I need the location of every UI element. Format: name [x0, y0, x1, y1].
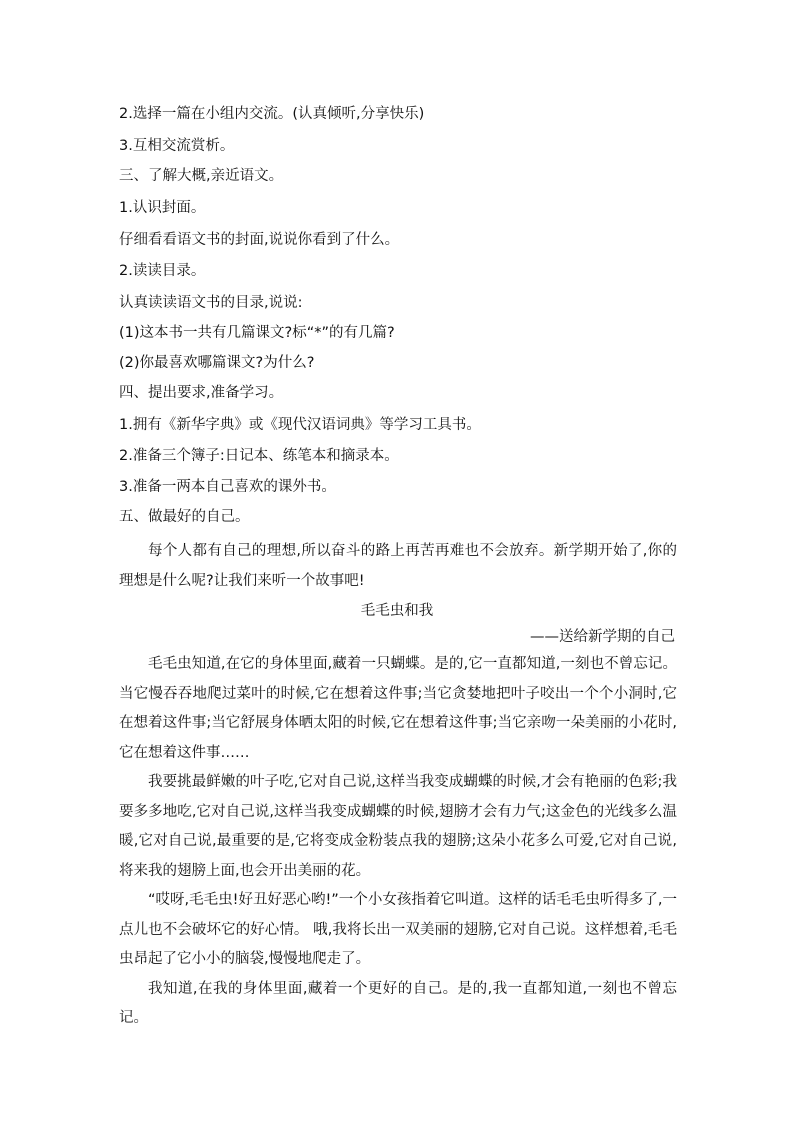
- section-3-item-2-desc: 认真读读语文书的目录,说说:: [119, 295, 303, 311]
- step-2: 2.选择一篇在小组内交流。(认真倾听,分享快乐): [119, 106, 425, 122]
- question-2: (2)你最喜欢哪篇课文?为什么?: [119, 355, 315, 371]
- intro-paragraph: [119, 537, 677, 596]
- story-paragraph-2: 我要挑最鲜嫩的叶子吃,它对自己说,这样当我变成蝴蝶的时候,才会有艳丽的色彩;我要多多地吃,它对自己说,这样当我变成蝴蝶的时候,翅膀才会有力气;这金色的光线多么温暖,它对自己说,最重要的是,它将变成金粉装点我的翅膀;这朵小花多么可爱,它对自己说,将来我的翅膀上面,也会开出美丽的花。: [119, 774, 677, 879]
- section-3-item-1: 1.认识封面。: [119, 200, 206, 216]
- section-3-item-1-desc: 仔细看看语文书的封面,说说你看到了什么。: [119, 232, 400, 248]
- section-4-item-2: 2.准备三个簿子:日记本、练笔本和摘录本。: [119, 448, 399, 464]
- section-5-heading: 五、做最好的自己。: [119, 509, 250, 525]
- story-paragraph-4: 我知道,在我的身体里面,藏着一个更好的自己。是的,我一直都知道,一刻也不曾忘记。: [119, 980, 677, 1026]
- section-3-item-2: 2.读读目录。: [119, 263, 206, 279]
- story-subtitle: ——送给新学期的自己: [530, 629, 675, 645]
- section-4-item-3: 3.准备一两本自己喜欢的课外书。: [119, 479, 336, 495]
- story-paragraph-3: “哎呀,毛毛虫!好丑好恶心哟!”一个小女孩指着它叫道。这样的话毛毛虫听得多了,一点儿也不会破坏它的好心情。 哦,我将长出一双美丽的翅膀,它对自己说。这样想着,毛毛虫昂起了它小小的脑袋,慢慢地爬走了。: [119, 892, 677, 967]
- intro-text: 每个人都有自己的理想,所以奋斗的路上再苦再难也不会放弃。新学期开始了,你的理想是什么呢?让我们来听一个故事吧!: [119, 543, 677, 589]
- story-body: [119, 650, 677, 1034]
- step-3: 3.互相交流赏析。: [119, 138, 235, 154]
- section-3-heading: 三、了解大概,亲近语文。: [119, 168, 284, 184]
- story-paragraph-1: 毛毛虫知道,在它的身体里面,藏着一只蝴蝶。是的,它一直都知道,一刻也不曾忘记。当它慢吞吞地爬过菜叶的时候,它在想着这件事;当它贪婪地把叶子咬出一个个小洞时,它在想着这件事;当它舒展身体晒太阳的时候,它在想着这件事;当它亲吻一朵美丽的小花时,它在想着这件事……: [119, 656, 677, 761]
- section-4-item-1: 1.拥有《新华字典》或《现代汉语词典》等学习工具书。: [119, 417, 481, 433]
- section-4-heading: 四、提出要求,准备学习。: [119, 385, 284, 401]
- question-1: (1)这本书一共有几篇课文?标“*”的有几篇?: [119, 325, 395, 341]
- story-title: 毛毛虫和我: [360, 603, 434, 619]
